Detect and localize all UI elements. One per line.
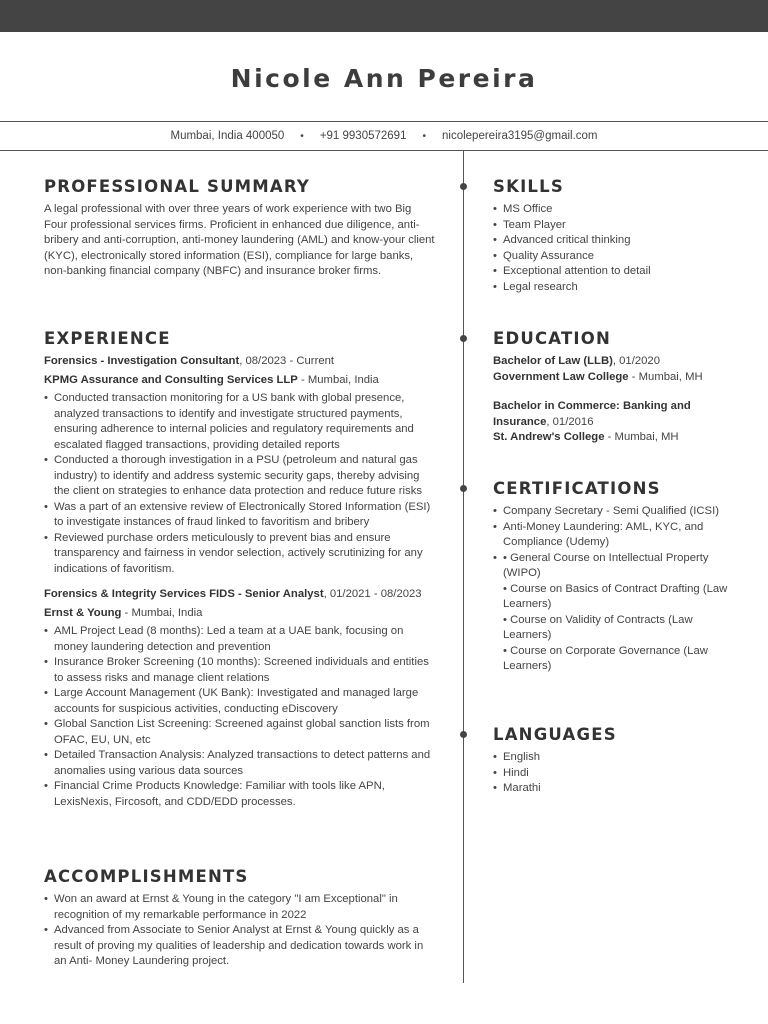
school-location: - Mumbai, MH (628, 370, 703, 383)
list-item: • Company Secretary - Semi Qualified (ICSI) (493, 504, 733, 520)
list-item: • Reviewed purchase orders meticulously to prevent bias and ensure transparency and fairness in vendor selection, actively scrutinizing for any indications of favoritism. (44, 531, 436, 578)
list-item: • Exceptional attention to detail (493, 264, 733, 280)
education-entry (493, 354, 733, 385)
job-role: Forensics - Investigation Consultant (44, 355, 240, 367)
languages-section (493, 723, 733, 797)
divider-dot (460, 731, 467, 738)
list-item: • Financial Crime Products Knowledge: Familiar with tools like APN, LexisNexis, Fircosoft, and CDD/EDD processes. (44, 779, 436, 810)
section-title: PROFESSIONAL SUMMARY (44, 177, 311, 196)
list-item: • Global Sanction List Screening: Screened against global sanction lists from OFAC, EU, UN, etc (44, 717, 436, 748)
column-divider (463, 151, 464, 983)
job-entry (44, 354, 436, 577)
job-title-line (44, 587, 436, 603)
languages-list (493, 750, 733, 797)
contact-separator: • (300, 130, 304, 142)
accomplishments-list (44, 892, 436, 970)
divider-dot (460, 485, 467, 492)
list-item: • Anti-Money Laundering: AML, KYC, and Compliance (Udemy) (493, 520, 733, 551)
list-item: • Detailed Transaction Analysis: Analyzed transactions to detect patterns and anomalies using various data sources (44, 748, 436, 779)
job-bullets (44, 391, 436, 577)
degree: Bachelor of Law (LLB) (493, 355, 613, 367)
job-dates: , 01/2021 - 08/2023 (323, 588, 422, 600)
section-title: EXPERIENCE (44, 329, 171, 348)
list-item: • Team Player (493, 218, 733, 234)
job-dates: , 08/2023 - Current (239, 355, 335, 367)
section-title: SKILLS (493, 177, 564, 196)
divider-dot (460, 335, 467, 342)
section-title: ACCOMPLISHMENTS (44, 867, 249, 886)
degree-date: , 01/2020 (612, 355, 660, 367)
list-item: • Won an award at Ernst & Young in the category "I am Exceptional" in recognition of my remarkable performance in 2022 (44, 892, 436, 923)
accomplishments-section (44, 865, 436, 970)
contact-email[interactable]: nicolepereira3195@gmail.com (442, 130, 598, 142)
certifications-list (493, 504, 733, 675)
list-item: • Insurance Broker Screening (10 months): Screened individuals and entities to assess risks and manage client relations (44, 655, 436, 686)
certifications-section (493, 477, 733, 675)
list-item: • Conducted transaction monitoring for a US bank with global presence, analyzed transactions to identify and investigate structured payments, ensuring adherence to internal policies and regulatory requirements and escalated flagged transactions, providing detailed reports (44, 391, 436, 453)
contact-bar (0, 121, 768, 151)
list-item: • Conducted a thorough investigation in a PSU (petroleum and natural gas industry) to identify and address systemic security gaps, thereby advising the client on strategies to enhance data protection and reduce future risks (44, 453, 436, 500)
skills-list (493, 202, 733, 295)
contact-separator: • (422, 130, 426, 142)
skills-section (493, 175, 733, 295)
list-item: • AML Project Lead (8 months): Led a team at a UAE bank, focusing on money laundering detection and prevention (44, 624, 436, 655)
section-title: CERTIFICATIONS (493, 479, 661, 498)
job-title-line (44, 354, 436, 370)
job-location: - Mumbai, India (297, 373, 379, 386)
degree-date: , 01/2016 (546, 415, 594, 428)
experience-section (44, 327, 436, 810)
list-item: • Large Account Management (UK Bank): Investigated and managed large accounts for suspicious activities, conducting eDiscovery (44, 686, 436, 717)
candidate-name: Nicole Ann Pereira (230, 64, 538, 93)
education-section (493, 327, 733, 446)
list-item: • Advanced from Associate to Senior Analyst at Ernst & Young quickly as a result of proving my qualities of leadership and dedication towards work in an Anti- Money Laundering project. (44, 923, 436, 970)
list-item: • English (493, 750, 733, 766)
top-bar (0, 0, 768, 32)
contact-address: Mumbai, India 400050 (170, 130, 285, 142)
job-entry (44, 587, 436, 810)
school-location: - Mumbai, MH (604, 431, 679, 443)
section-title: LANGUAGES (493, 725, 617, 744)
job-company: KPMG Assurance and Consulting Services LLP (44, 373, 298, 386)
list-item: • • General Course on Intellectual Property (WIPO) (493, 551, 733, 582)
list-item: • Quality Assurance (493, 249, 733, 265)
divider-dot (460, 183, 467, 190)
list-item: • Hindi (493, 766, 733, 782)
section-title: EDUCATION (493, 329, 611, 348)
list-item: • Legal research (493, 280, 733, 296)
list-item: • Advanced critical thinking (493, 233, 733, 249)
list-item: • Course on Basics of Contract Drafting (Law Learners) (503, 582, 728, 610)
list-item: • MS Office (493, 202, 733, 218)
job-company: Ernst & Young (44, 606, 122, 619)
school: Government Law College (493, 370, 629, 383)
job-location: - Mumbai, India (121, 606, 203, 619)
summary-text: A legal professional with over three years of work experience with two Big Four professional services firms. Proficient in enhanced due diligence, anti-bribery and anti-corruption, anti-money laundering (AML) and know-your client (KYC), electronically stored information (ESI), compliance for large banks, non-banking financial company (NBFC) and insurance broker firms. (44, 203, 435, 277)
list-item: • Course on Corporate Governance (Law Learners) (503, 644, 708, 672)
summary-section (44, 175, 436, 280)
job-company-line (44, 373, 436, 389)
list-item: • Marathi (493, 781, 733, 797)
list-item: • Was a part of an extensive review of Electronically Stored Information (ESI) to investigate instances of fraud linked to favoritism and bribery (44, 500, 436, 531)
job-role: Forensics & Integrity Services FIDS - Senior Analyst (44, 588, 324, 600)
degree: Bachelor in Commerce: Banking and Insurance (493, 400, 691, 428)
list-item: • Course on Validity of Contracts (Law Learners) (503, 613, 693, 641)
education-entry (493, 399, 733, 446)
contact-phone[interactable]: +91 9930572691 (319, 130, 407, 142)
job-bullets (44, 624, 436, 810)
school: St. Andrew's College (493, 431, 605, 443)
job-company-line (44, 606, 436, 622)
